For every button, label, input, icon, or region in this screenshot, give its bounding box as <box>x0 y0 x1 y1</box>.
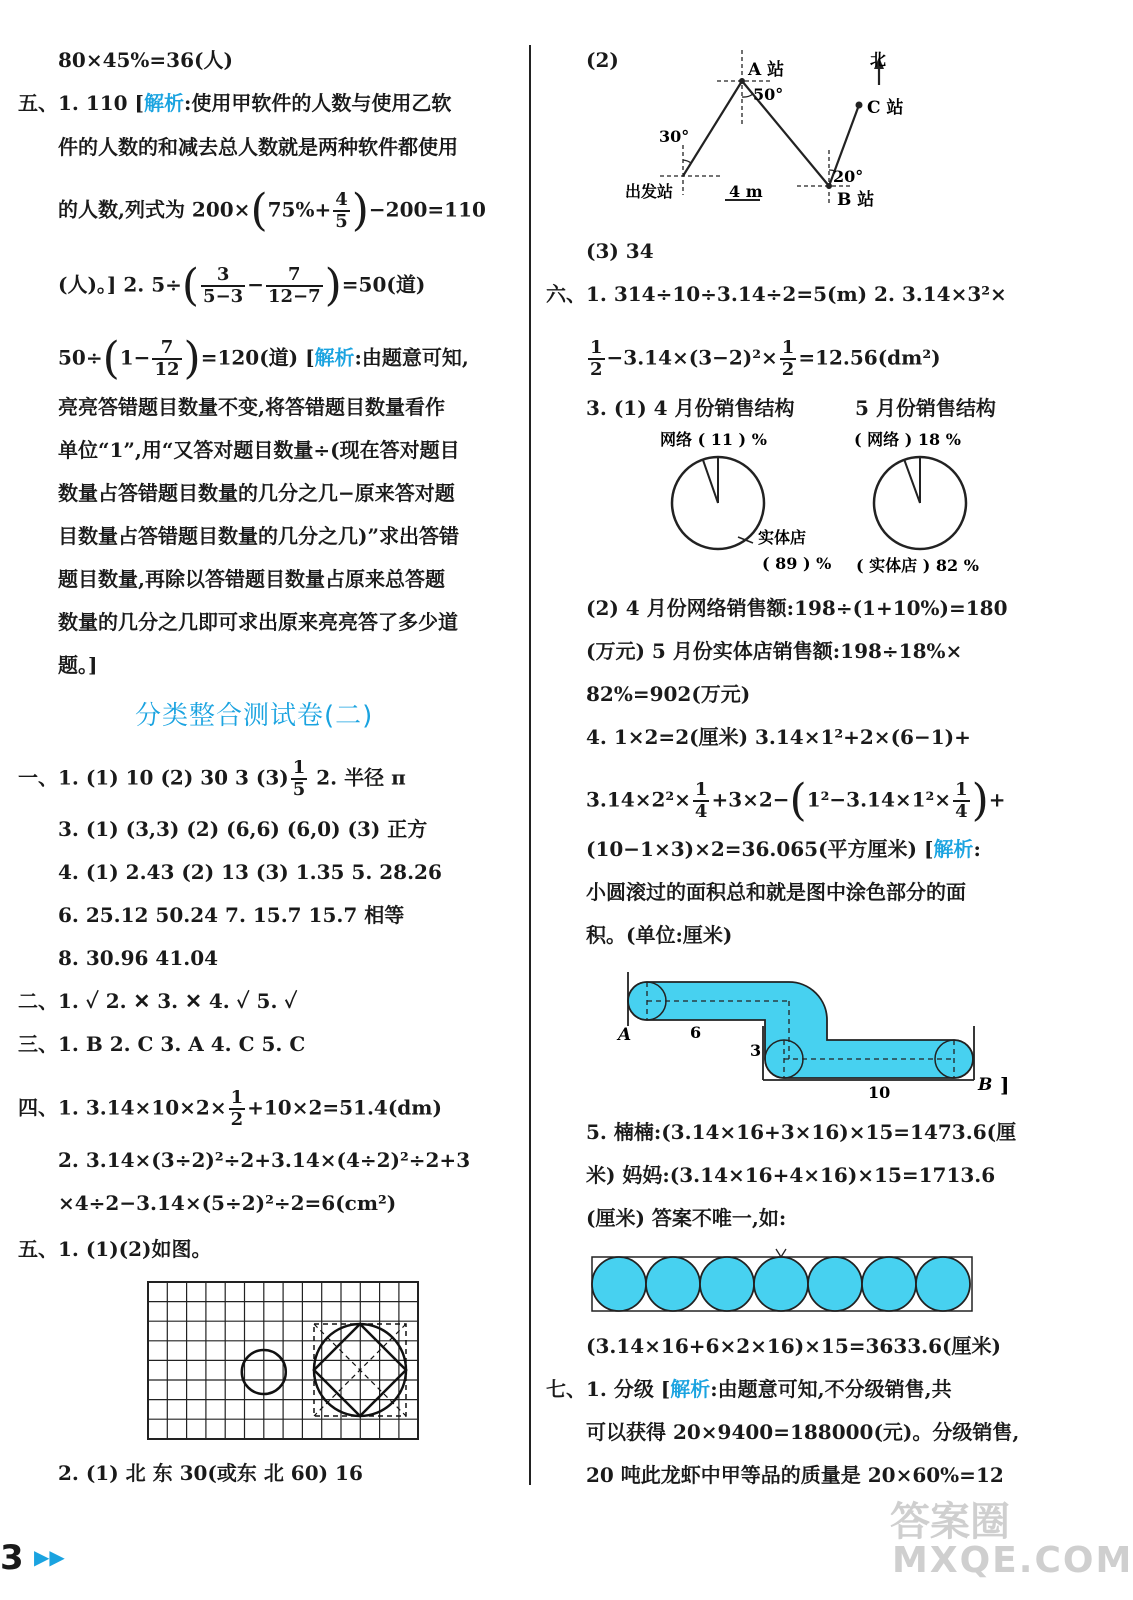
section-title: 分类整合测试卷(二) <box>135 701 374 731</box>
line-l7: 亮亮答错题目数量不变,将答错题目数量看作 <box>58 395 445 419</box>
fig-label-10: 10 <box>868 1083 891 1102</box>
page-number: 3 <box>0 1538 24 1578</box>
line-l8: 单位“1”,用“又答对题目数量÷(现在答对题目 <box>58 438 460 462</box>
line-s3: 4. (1) 2.43 (2) 13 (3) 1.35 5. 28.26 <box>58 860 442 884</box>
line-r4b: 5 月份销售结构 <box>855 396 996 420</box>
line-s6: 二、1. ✓ 2. ✕ 3. ✕ 4. ✓ 5. ✓ <box>18 989 298 1013</box>
line-l5: (人)。] 2. 5÷( $\frac{3}{5-3}$ − $\frac{7}{12-7}$ )=50(道) <box>58 260 426 311</box>
line-s7: 三、1. B 2. C 3. A 4. C 5. C <box>18 1032 306 1056</box>
line-s5: 8. 30.96 41.04 <box>58 946 219 970</box>
fig-label-6: 6 <box>690 1023 702 1042</box>
fig-label-b: B <box>978 1075 993 1095</box>
map-label-50: 50° <box>753 85 784 104</box>
analysis-label: 解析 <box>144 91 185 115</box>
next-arrows-icon: ▶▶ <box>34 1545 65 1569</box>
line-s12: 2. (1) 北 东 30(或东 北 60) 16 <box>58 1461 363 1485</box>
line-l4: 的人数,列式为 200×(75%+ $\frac{4}{5}$ )−200=110 <box>58 185 486 236</box>
watermark-url: MXQE.COM <box>892 1540 1133 1581</box>
map-label-30: 30° <box>659 127 690 146</box>
line-r17: 七、1. 分级 [解析:由题意可知,不分级销售,共 <box>546 1377 952 1401</box>
line-s11: 五、1. (1)(2)如图。 <box>18 1237 212 1261</box>
line-s10: ×4÷2−3.14×(5÷2)²÷2=6(cm²) <box>58 1191 397 1215</box>
analysis-label: 解析 <box>314 345 355 370</box>
pie1-store-pct: ( 89 ) % <box>762 554 832 573</box>
line-r7: 82%=902(万元) <box>586 682 751 706</box>
line-r11: 小圆滚过的面积总和就是图中涂色部分的面 <box>586 880 966 904</box>
line-r10: (10−1×3)×2=36.065(平方厘米) [解析: <box>586 837 981 861</box>
line-r5: (2) 4 月份网络销售额:198÷(1+10%)=180 <box>586 596 1008 620</box>
line-r6: (万元) 5 月份实体店销售额:198÷18%× <box>586 639 963 663</box>
line-r18: 可以获得 20×9400=188000(元)。分级销售, <box>586 1420 1020 1444</box>
line-r14: 米) 妈妈:(3.14×16+4×16)×15=1713.6 <box>586 1163 996 1187</box>
line-l1: 80×45%=36(人) <box>58 48 233 72</box>
line-l11: 题目数量,再除以答错题目数量占原来总答题 <box>58 567 445 591</box>
line-r12: 积。(单位:厘米) <box>586 923 733 947</box>
line-l10: 目数量占答错题目数量的几分之几)”求出答错 <box>58 524 459 548</box>
analysis-label: 解析 <box>670 1377 711 1401</box>
line-r1: (3) 34 <box>586 239 654 263</box>
line-l13: 题。] <box>58 653 98 677</box>
line-r15: (厘米) 答案不唯一,如: <box>586 1206 787 1230</box>
fraction: $\frac{7}{12}$ <box>154 337 180 380</box>
route-map-figure <box>625 45 925 215</box>
fraction: $\frac{1}{2}$ <box>781 337 795 380</box>
map-label-north: 北 <box>870 50 887 69</box>
pie1-store-label: 实体店 <box>758 528 807 547</box>
column-divider <box>529 45 531 1485</box>
line-r16: (3.14×16+6×2×16)×15=3633.6(厘米) <box>586 1334 1001 1358</box>
line-r4a: 3. (1) 4 月份销售结构 <box>586 396 795 420</box>
line-s4: 6. 25.12 50.24 7. 15.7 15.7 相等 <box>58 903 405 927</box>
pie1-net-label: 网络 ( 11 ) % <box>660 430 767 449</box>
line-l2: 五、1. 110 [解析:使用甲软件的人数与使用乙软 <box>18 91 452 115</box>
line-l3: 件的人数的和减去总人数就是两种软件都使用 <box>58 135 458 159</box>
line-r19: 20 吨此龙虾中甲等品的质量是 20×60%=12 <box>586 1463 1004 1487</box>
fraction: $\frac{7}{12-7}$ <box>267 264 321 307</box>
map-label-start: 出发站 <box>625 182 674 201</box>
fraction: $\frac{1}{2}$ <box>590 337 603 380</box>
pie-chart-april <box>650 425 840 575</box>
analysis-label: 解析 <box>933 837 974 861</box>
line-r2: 六、1. 314÷10÷3.14÷2=5(m) 2. 3.14×3²× <box>546 282 1007 306</box>
fig-label-3: 3 <box>750 1041 762 1060</box>
map-label-20: 20° <box>833 167 864 186</box>
pie-chart-may <box>852 425 1042 575</box>
circles-figure <box>590 1245 980 1320</box>
fraction: $\frac{1}{4}$ <box>955 779 968 822</box>
pie2-store-label: ( 实体店 ) 82 % <box>856 556 979 575</box>
fig-bracket: ] <box>1000 1073 1010 1097</box>
fraction: $\frac{1}{5}$ <box>292 757 306 800</box>
line-l6: 50÷(1− $\frac{7}{12}$ )=120(道) [解析:由题意可知, <box>58 333 469 384</box>
fraction: $\frac{3}{5-3}$ <box>203 264 244 307</box>
line-l12: 数量的几分之几即可求出原来亮亮答了多少道 <box>58 610 458 634</box>
line-l9: 数量占答错题目数量的几分之几−原来答对题 <box>58 481 455 505</box>
grid-figure <box>148 1282 420 1442</box>
map-label-a: A 站 <box>748 60 785 80</box>
fig-label-a: A <box>618 1025 632 1045</box>
watermark-logo: 答案圈 <box>890 1499 1010 1545</box>
line-r0: (2) <box>586 48 619 72</box>
line-s2: 3. (1) (3,3) (2) (6,6) (6,0) (3) 正方 <box>58 817 428 841</box>
shaded-path <box>628 982 973 1078</box>
map-scale: 4 m <box>729 182 763 201</box>
line-r9: 3.14×2²× $\frac{1}{4}$ +3×2−(1²−3.14×1²× $\frac{1}{4}$ )+ <box>586 775 1006 826</box>
line-s1: 一、1. (1) 10 (2) 30 3 (3) $\frac{1}{5}$ 2. 半径 π <box>18 757 406 800</box>
line-s9: 2. 3.14×(3÷2)²÷2+3.14×(4÷2)²÷2+3 <box>58 1148 471 1172</box>
fraction: $\frac{1}{4}$ <box>694 779 708 822</box>
map-label-b: B 站 <box>837 190 875 210</box>
line-r13: 5. 楠楠:(3.14×16+3×16)×15=1473.6(厘 <box>586 1120 1017 1144</box>
pie2-net-label: ( 网络 ) 18 % <box>854 430 961 449</box>
fraction: $\frac{4}{5}$ <box>335 189 348 232</box>
line-s8: 四、1. 3.14×10×2× $\frac{1}{2}$ +10×2=51.4(dm) <box>18 1087 442 1130</box>
line-r8: 4. 1×2=2(厘米) 3.14×1²+2×(6−1)+ <box>586 725 971 749</box>
fraction: $\frac{1}{2}$ <box>230 1087 244 1130</box>
rolling-circle-figure <box>618 970 1048 1100</box>
map-label-c: C 站 <box>867 98 904 118</box>
line-r3: $\frac{1}{2}$ −3.14×(3−2)²× $\frac{1}{2}$ =12.56(dm²) <box>590 337 941 380</box>
